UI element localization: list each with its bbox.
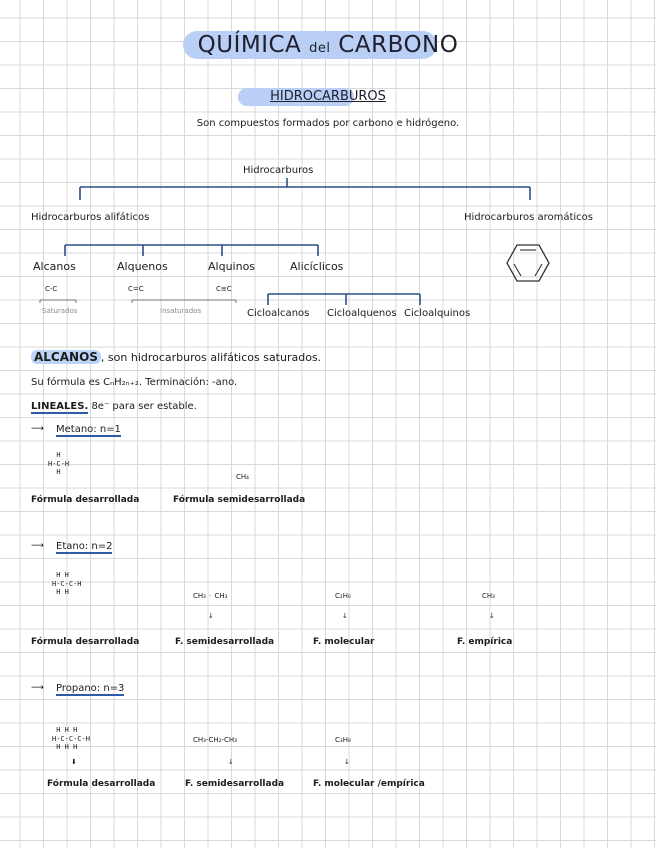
title-word-carbono: CARBONO bbox=[338, 32, 459, 58]
saturados-label: Saturados bbox=[42, 307, 78, 315]
etano-label-text: Etano: n=2 bbox=[56, 541, 113, 552]
propano-caption-molecular: F. molecular /empírica bbox=[313, 779, 425, 789]
metano-caption-semi: Fórmula semidesarrollada bbox=[173, 495, 306, 505]
metano-developed-formula: H H-C-H H bbox=[48, 451, 70, 476]
cicloalcanos-label: Cicloalcanos bbox=[247, 308, 310, 319]
propano-caption-developed: Fórmula desarrollada bbox=[47, 779, 156, 789]
alcanos-definition bbox=[31, 350, 321, 364]
title-word-quimica: QUÍMICA bbox=[197, 32, 302, 58]
alcanos-formula-line: Su fórmula es CₙH₂ₙ₊₂. Terminación: -ano. bbox=[31, 377, 238, 388]
lineales-line bbox=[31, 401, 197, 412]
tree-root-label: Hidrocarburos bbox=[243, 165, 314, 176]
tree-alcanos-label: Alcanos bbox=[33, 260, 76, 273]
tree-aromatic-label: Hidrocarburos aromáticos bbox=[464, 212, 594, 223]
metano-label bbox=[56, 424, 121, 435]
etano-arrow-semi-icon: ↓ bbox=[208, 612, 214, 620]
propano-arrow-mol-icon: ↓ bbox=[344, 758, 350, 766]
etano-developed-formula: H H H-C-C-H H H bbox=[52, 571, 82, 596]
propano-arrow-dev-icon: ⬇ bbox=[71, 758, 77, 766]
cicloalquenos-label: Cicloalquenos bbox=[327, 308, 397, 319]
etano-semi-a: CH₃ bbox=[193, 592, 206, 600]
intro-text: Son compuestos formados por carbono e hidrógeno. bbox=[196, 118, 460, 129]
bond-single: C-C bbox=[45, 285, 58, 293]
metano-arrow-icon: ⟶ bbox=[31, 424, 44, 434]
bond-double: C=C bbox=[128, 285, 144, 293]
cicloalquinos-label: Cicloalquinos bbox=[404, 308, 471, 319]
propano-developed-formula: H H H H-C-C-C-H H H H bbox=[52, 726, 90, 751]
lineales-rest: 8e⁻ para ser estable. bbox=[91, 401, 197, 412]
etano-semi-b: CH₃ bbox=[214, 592, 228, 600]
propano-arrow-icon: ⟶ bbox=[31, 683, 44, 693]
metano-semi-formula: CH₄ bbox=[236, 473, 249, 481]
etano-caption-empirical: F. empírica bbox=[457, 637, 513, 647]
etano-caption-molecular: F. molecular bbox=[313, 637, 375, 647]
tree-alquenos-label: Alquenos bbox=[117, 260, 168, 273]
etano-caption-developed: Fórmula desarrollada bbox=[31, 637, 140, 647]
etano-empirical-formula: CH₃ bbox=[482, 592, 495, 600]
tree-alquinos-label: Alquinos bbox=[208, 260, 256, 273]
alcanos-heading-rest: , son hidrocarburos alifáticos saturados. bbox=[100, 351, 322, 364]
propano-arrow-semi-icon: ↓ bbox=[228, 758, 234, 766]
etano-semi-formula bbox=[193, 592, 227, 600]
etano-semi-dash: - bbox=[208, 592, 212, 600]
benzene-ring-icon bbox=[506, 243, 550, 283]
propano-semi-formula: CH₃-CH₂-CH₃ bbox=[193, 736, 237, 744]
title-word-del: del bbox=[309, 41, 331, 56]
propano-caption-semi: F. semidesarrollada bbox=[185, 779, 285, 789]
lineales-label: LINEALES. bbox=[31, 401, 89, 412]
tree-aliphatic-label: Hidrocarburos alifáticos bbox=[31, 212, 150, 223]
propano-molecular-formula: C₃H₈ bbox=[335, 736, 351, 744]
etano-arrow-mol-icon: ↓ bbox=[342, 612, 348, 620]
metano-label-text: Metano: n=1 bbox=[56, 424, 121, 435]
etano-molecular-formula: C₂H₆ bbox=[335, 592, 351, 600]
section-subtitle: HIDROCARBUROS bbox=[270, 89, 386, 104]
tree-aliciclicos-label: Alicíclicos bbox=[290, 260, 344, 273]
propano-label-text: Propano: n=3 bbox=[56, 683, 125, 694]
etano-arrow-emp-icon: ↓ bbox=[489, 612, 495, 620]
insaturados-label: Insaturados bbox=[160, 307, 202, 315]
alcanos-heading: ALCANOS bbox=[31, 350, 101, 364]
metano-caption-developed: Fórmula desarrollada bbox=[31, 495, 140, 505]
etano-label bbox=[56, 541, 112, 552]
bond-triple: C≡C bbox=[216, 285, 232, 293]
etano-caption-semi: F. semidesarrollada bbox=[175, 637, 275, 647]
etano-arrow-icon: ⟶ bbox=[31, 541, 44, 551]
propano-label bbox=[56, 683, 124, 694]
